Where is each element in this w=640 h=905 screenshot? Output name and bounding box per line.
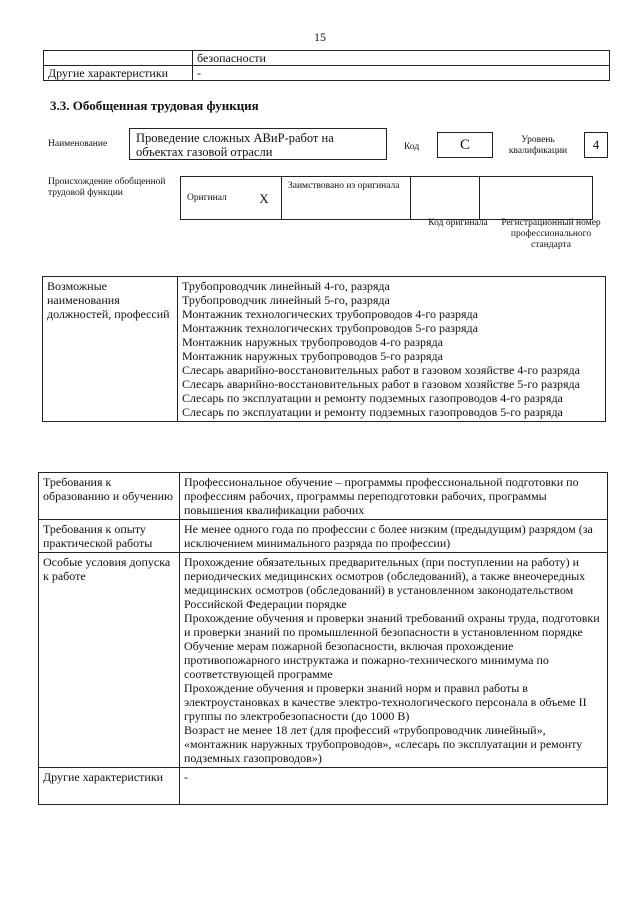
list-item: Прохождение обучения и проверки знаний норм и правил работы в электроустановках в качестве электро-технологического персонала в объеме II группы по электробезопасности (до 1000 В) [184,681,587,723]
table-cell-label: Другие характеристики [44,66,193,81]
level-label: Уровень квалификации [508,135,568,156]
education-label: Требования к образованию и обучению [39,473,180,520]
list-item: Монтажник технологических трубопроводов 5-го разряда [182,321,478,335]
origin-label: Происхождение обобщенной трудовой функции [48,177,166,198]
table-cell-value: безопасности [193,51,610,66]
original-code-cell [411,177,480,220]
code-caption: Код оригинала [428,218,488,228]
reg-number-cell [480,177,593,220]
table-row [43,277,606,422]
professions-label: Возможные наименования должностей, профессий [43,277,178,422]
list-item: Монтажник наружных трубопроводов 4-го разряда [182,335,443,349]
professions-list [178,277,606,422]
name-value: Проведение сложных АВиР-работ на объектах газовой отрасли [129,128,387,160]
table-row [39,768,608,805]
other-value: - [180,768,608,805]
conditions-label: Особые условия допуска к работе [39,553,180,768]
list-item: Слесарь по эксплуатации и ремонту подземных газопроводов 4-го разряда [182,391,563,405]
list-item: Обучение мерам пожарной безопасности, включая прохождение противопожарного инструктажа и пожарно-технического минимума по соответствующей программе [184,639,549,681]
table-cell-label [44,51,193,66]
original-mark: X [247,177,282,220]
list-item: Трубопроводчик линейный 4-го, разряда [182,279,390,293]
list-item: Монтажник технологических трубопроводов 4-го разряда [182,307,478,321]
list-item: Прохождение обучения и проверки знаний требований охраны труда, подготовки и проверки знаний по промышленной безопасности в установленном порядке [184,611,600,639]
experience-value: Не менее одного года по профессии с более низким (предыдущим) разрядом (за исключением минимального разряда по профессии) [180,520,608,553]
list-item: Возраст не менее 18 лет (для профессий «трубопроводчик линейный», «монтажник наружных трубопроводов», «слесарь по эксплуатации и ремонту подземных газопроводов») [184,723,583,765]
list-item: Слесарь аварийно-восстановительных работ в газовом хозяйстве 5-го разряда [182,377,580,391]
list-item: Монтажник наружных трубопроводов 5-го разряда [182,349,443,363]
list-item: Прохождение обязательных предварительных (при поступлении на работу) и периодических медицинских осмотров (обследований), а также внеочередных медицинских осмотров (обследований) в установленном законодательством Российской Федерации порядке [184,555,586,611]
list-item: Слесарь аварийно-восстановительных работ в газовом хозяйстве 4-го разряда [182,363,580,377]
origin-table [180,176,593,220]
experience-label: Требования к опыту практической работы [39,520,180,553]
professions-table [42,276,606,422]
table-row [39,473,608,520]
section-heading: 3.3. Обобщенная трудовая функция [50,98,259,113]
table-row [39,520,608,553]
code-label: Код [404,142,420,152]
list-item: Слесарь по эксплуатации и ремонту подземных газопроводов 5-го разряда [182,405,563,419]
level-value: 4 [584,132,608,158]
table-row [181,177,593,220]
reg-caption: Регистрационный номер профессионального стандарта [501,218,601,250]
requirements-table [38,472,608,805]
table-row [39,553,608,768]
top-continuation-table [43,50,610,81]
conditions-list [180,553,608,768]
borrowed-label: Заимствовано из оригинала [282,177,411,220]
page-number: 15 [314,30,326,44]
table-row [44,66,610,81]
other-label: Другие характеристики [39,768,180,805]
list-item: Трубопроводчик линейный 5-го, разряда [182,293,390,307]
original-label: Оригинал [181,177,248,220]
education-value: Профессиональное обучение – программы профессиональной подготовки по профессиям рабочих, программы переподготовки рабочих, программы повышения квалификации рабочих [180,473,608,520]
name-label: Наименование [48,139,108,149]
code-value: С [437,132,493,158]
table-row [44,51,610,66]
table-cell-value: - [193,66,610,81]
